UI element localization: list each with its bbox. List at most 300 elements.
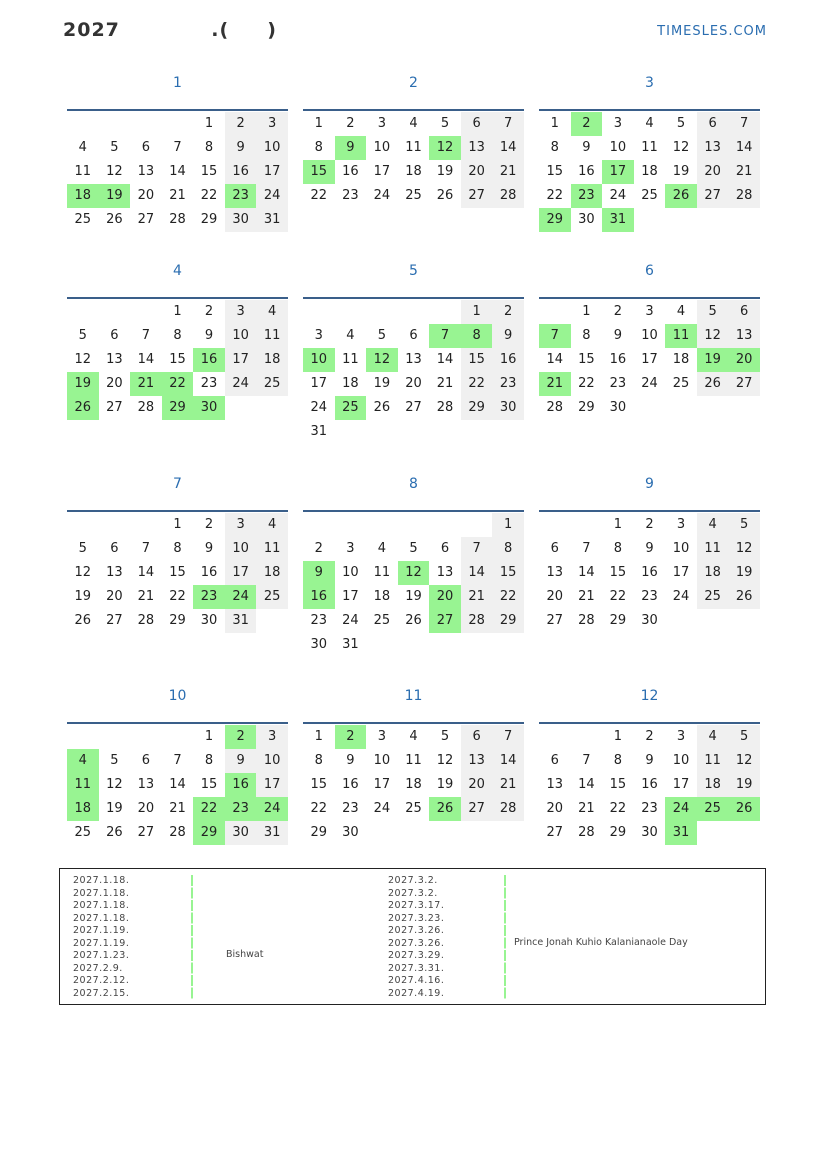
day-cell[interactable]: 11	[342, 352, 359, 367]
day-cell[interactable]: 13	[728, 324, 760, 348]
day-cell[interactable]: 3	[256, 725, 288, 749]
day-cell[interactable]: 17	[373, 164, 391, 179]
day-cell[interactable]: 8	[173, 328, 182, 343]
day-cell[interactable]: 12	[436, 753, 454, 768]
day-cell[interactable]: 15	[461, 348, 493, 372]
day-cell[interactable]: 23	[225, 797, 257, 821]
day-cell[interactable]: 11	[256, 324, 288, 348]
day-cell[interactable]: 16	[225, 160, 257, 184]
day-cell[interactable]: 25	[672, 376, 690, 391]
day-cell[interactable]: 14	[728, 136, 760, 160]
day-cell[interactable]: 15	[578, 352, 595, 367]
day-cell[interactable]: 18	[342, 376, 359, 391]
day-cell[interactable]: 30	[492, 396, 524, 420]
day-cell[interactable]: 6	[461, 725, 493, 749]
day-cell[interactable]: 9	[492, 324, 524, 348]
day-cell[interactable]: 19	[697, 348, 729, 372]
day-cell[interactable]: 17	[641, 352, 658, 367]
day-cell[interactable]: 6	[550, 753, 559, 768]
day-cell[interactable]: 8	[613, 753, 623, 768]
day-cell[interactable]: 21	[578, 801, 595, 816]
day-cell[interactable]: 25	[697, 797, 729, 821]
day-cell[interactable]: 17	[225, 561, 257, 585]
day-cell[interactable]: 1	[550, 116, 559, 131]
day-cell[interactable]: 27	[461, 184, 493, 208]
day-cell[interactable]: 22	[609, 589, 627, 604]
day-cell[interactable]: 27	[697, 184, 729, 208]
day-cell[interactable]: 4	[697, 513, 729, 537]
day-cell[interactable]: 25	[373, 613, 391, 628]
day-cell[interactable]: 5	[697, 300, 729, 324]
day-cell[interactable]: 28	[169, 825, 186, 840]
day-cell[interactable]: 25	[641, 188, 658, 203]
day-cell[interactable]: 5	[440, 729, 450, 744]
day-cell[interactable]: 8	[204, 753, 214, 768]
day-cell[interactable]: 11	[373, 565, 391, 580]
day-cell[interactable]: 2	[225, 725, 257, 749]
day-cell[interactable]: 9	[225, 749, 257, 773]
day-cell[interactable]: 30	[641, 825, 658, 840]
day-cell[interactable]: 20	[405, 376, 422, 391]
day-cell[interactable]: 3	[377, 729, 387, 744]
day-cell[interactable]: 24	[373, 188, 391, 203]
day-cell[interactable]: 20	[429, 585, 461, 609]
day-cell[interactable]: 11	[697, 749, 729, 773]
day-cell[interactable]: 23	[492, 372, 524, 396]
day-cell[interactable]: 3	[613, 116, 623, 131]
day-cell[interactable]: 18	[256, 561, 288, 585]
day-cell[interactable]: 20	[546, 589, 564, 604]
day-cell[interactable]: 17	[672, 565, 690, 580]
day-cell[interactable]: 25	[256, 372, 288, 396]
day-cell[interactable]: 27	[546, 825, 564, 840]
day-cell[interactable]: 13	[461, 136, 493, 160]
day-cell[interactable]: 2	[346, 116, 355, 131]
day-cell[interactable]: 8	[550, 140, 559, 155]
day-cell[interactable]: 2	[314, 541, 323, 556]
day-cell[interactable]: 8	[314, 753, 323, 768]
day-cell[interactable]: 27	[106, 400, 123, 415]
day-cell[interactable]: 7	[492, 112, 524, 136]
day-cell[interactable]: 3	[377, 116, 387, 131]
day-cell[interactable]: 18	[67, 184, 99, 208]
day-cell[interactable]: 24	[256, 797, 288, 821]
day-cell[interactable]: 18	[672, 352, 690, 367]
day-cell[interactable]: 27	[137, 825, 155, 840]
day-cell[interactable]: 6	[461, 112, 493, 136]
day-cell[interactable]: 1	[314, 729, 323, 744]
day-cell[interactable]: 5	[440, 116, 450, 131]
day-cell[interactable]: 6	[697, 112, 729, 136]
day-cell[interactable]: 28	[461, 609, 493, 633]
brand-logo-text[interactable]: TIMESLES.COM	[657, 24, 767, 39]
day-cell[interactable]: 7	[492, 725, 524, 749]
day-cell[interactable]: 24	[225, 585, 257, 609]
day-cell[interactable]: 20	[697, 160, 729, 184]
day-cell[interactable]: 22	[162, 372, 194, 396]
day-cell[interactable]: 12	[106, 164, 123, 179]
day-cell[interactable]: 26	[728, 585, 760, 609]
day-cell[interactable]: 26	[429, 797, 461, 821]
day-cell[interactable]: 17	[256, 773, 288, 797]
day-cell[interactable]: 21	[436, 376, 454, 391]
day-cell[interactable]: 30	[609, 400, 627, 415]
day-cell[interactable]: 25	[405, 188, 422, 203]
day-cell[interactable]: 21	[137, 589, 155, 604]
day-cell[interactable]: 27	[137, 212, 155, 227]
day-cell[interactable]: 31	[225, 609, 257, 633]
day-cell[interactable]: 14	[169, 777, 186, 792]
day-cell[interactable]: 19	[728, 561, 760, 585]
day-cell[interactable]: 19	[436, 164, 454, 179]
day-cell[interactable]: 15	[546, 164, 564, 179]
day-cell[interactable]: 16	[303, 585, 335, 609]
day-cell[interactable]: 6	[141, 140, 151, 155]
day-cell[interactable]: 9	[335, 136, 367, 160]
day-cell[interactable]: 23	[609, 376, 627, 391]
day-cell[interactable]: 21	[492, 160, 524, 184]
day-cell[interactable]: 28	[578, 613, 595, 628]
day-cell[interactable]: 11	[405, 753, 422, 768]
day-cell[interactable]: 16	[492, 348, 524, 372]
day-cell[interactable]: 25	[697, 585, 729, 609]
day-cell[interactable]: 30	[641, 613, 658, 628]
day-cell[interactable]: 9	[225, 136, 257, 160]
day-cell[interactable]: 10	[672, 753, 690, 768]
day-cell[interactable]: 17	[342, 589, 359, 604]
day-cell[interactable]: 10	[225, 537, 257, 561]
day-cell[interactable]: 15	[609, 777, 627, 792]
day-cell[interactable]: 31	[256, 208, 288, 232]
day-cell[interactable]: 11	[665, 324, 697, 348]
day-cell[interactable]: 30	[225, 821, 257, 845]
day-cell[interactable]: 24	[342, 613, 359, 628]
day-cell[interactable]: 28	[137, 613, 155, 628]
day-cell[interactable]: 29	[609, 825, 627, 840]
day-cell[interactable]: 8	[314, 140, 323, 155]
day-cell[interactable]: 24	[665, 797, 697, 821]
day-cell[interactable]: 10	[256, 136, 288, 160]
day-cell[interactable]: 24	[256, 184, 288, 208]
day-cell[interactable]: 18	[405, 164, 422, 179]
day-cell[interactable]: 6	[409, 328, 418, 343]
day-cell[interactable]: 7	[429, 324, 461, 348]
day-cell[interactable]: 1	[173, 517, 182, 532]
day-cell[interactable]: 27	[106, 613, 123, 628]
day-cell[interactable]: 4	[377, 541, 387, 556]
day-cell[interactable]: 29	[492, 609, 524, 633]
day-cell[interactable]: 28	[169, 212, 186, 227]
day-cell[interactable]: 26	[665, 184, 697, 208]
day-cell[interactable]: 1	[613, 517, 623, 532]
day-cell[interactable]: 10	[373, 140, 391, 155]
day-cell[interactable]: 26	[697, 372, 729, 396]
day-cell[interactable]: 1	[613, 729, 623, 744]
day-cell[interactable]: 23	[310, 613, 328, 628]
day-cell[interactable]: 4	[409, 729, 418, 744]
day-cell[interactable]: 3	[256, 112, 288, 136]
day-cell[interactable]: 17	[256, 160, 288, 184]
day-cell[interactable]: 5	[676, 116, 686, 131]
day-cell[interactable]: 21	[492, 773, 524, 797]
day-cell[interactable]: 17	[225, 348, 257, 372]
day-cell[interactable]: 10	[609, 140, 627, 155]
day-cell[interactable]: 8	[582, 328, 591, 343]
day-cell[interactable]: 14	[436, 352, 454, 367]
day-cell[interactable]: 16	[200, 565, 218, 580]
day-cell[interactable]: 31	[602, 208, 634, 232]
day-cell[interactable]: 6	[440, 541, 450, 556]
day-cell[interactable]: 21	[539, 372, 571, 396]
day-cell[interactable]: 31	[342, 637, 359, 652]
day-cell[interactable]: 3	[645, 304, 654, 319]
day-cell[interactable]: 2	[335, 725, 367, 749]
day-cell[interactable]: 28	[546, 400, 564, 415]
day-cell[interactable]: 21	[728, 160, 760, 184]
day-cell[interactable]: 26	[67, 396, 99, 420]
day-cell[interactable]: 7	[141, 328, 151, 343]
day-cell[interactable]: 4	[697, 725, 729, 749]
day-cell[interactable]: 12	[74, 565, 92, 580]
day-cell[interactable]: 20	[461, 160, 493, 184]
day-cell[interactable]: 3	[676, 729, 686, 744]
day-cell[interactable]: 18	[697, 773, 729, 797]
day-cell[interactable]: 22	[492, 585, 524, 609]
day-cell[interactable]: 8	[613, 541, 623, 556]
day-cell[interactable]: 2	[645, 517, 654, 532]
day-cell[interactable]: 29	[169, 613, 186, 628]
day-cell[interactable]: 28	[137, 400, 155, 415]
day-cell[interactable]: 5	[78, 328, 87, 343]
day-cell[interactable]: 12	[728, 537, 760, 561]
day-cell[interactable]: 1	[204, 729, 214, 744]
day-cell[interactable]: 1	[461, 300, 493, 324]
day-cell[interactable]: 19	[74, 589, 92, 604]
day-cell[interactable]: 14	[461, 561, 493, 585]
day-cell[interactable]: 23	[193, 585, 225, 609]
day-cell[interactable]: 8	[204, 140, 214, 155]
day-cell[interactable]: 20	[137, 801, 155, 816]
day-cell[interactable]: 27	[728, 372, 760, 396]
day-cell[interactable]: 18	[405, 777, 422, 792]
day-cell[interactable]: 1	[492, 513, 524, 537]
day-cell[interactable]: 11	[256, 537, 288, 561]
day-cell[interactable]: 11	[405, 140, 422, 155]
day-cell[interactable]: 3	[225, 513, 257, 537]
day-cell[interactable]: 18	[697, 561, 729, 585]
day-cell[interactable]: 24	[672, 589, 690, 604]
day-cell[interactable]: 23	[342, 801, 359, 816]
day-cell[interactable]: 9	[204, 328, 214, 343]
day-cell[interactable]: 4	[409, 116, 418, 131]
day-cell[interactable]: 14	[578, 777, 595, 792]
day-cell[interactable]: 20	[137, 188, 155, 203]
day-cell[interactable]: 27	[405, 400, 422, 415]
day-cell[interactable]: 27	[429, 609, 461, 633]
day-cell[interactable]: 15	[609, 565, 627, 580]
day-cell[interactable]: 13	[546, 565, 564, 580]
day-cell[interactable]: 16	[193, 348, 225, 372]
day-cell[interactable]: 4	[676, 304, 686, 319]
day-cell[interactable]: 26	[106, 212, 123, 227]
day-cell[interactable]: 28	[436, 400, 454, 415]
day-cell[interactable]: 12	[672, 140, 690, 155]
day-cell[interactable]: 12	[398, 561, 430, 585]
day-cell[interactable]: 30	[578, 212, 595, 227]
day-cell[interactable]: 12	[697, 324, 729, 348]
day-cell[interactable]: 15	[303, 160, 335, 184]
day-cell[interactable]: 8	[461, 324, 493, 348]
day-cell[interactable]: 9	[645, 541, 654, 556]
day-cell[interactable]: 13	[106, 352, 123, 367]
day-cell[interactable]: 6	[728, 300, 760, 324]
day-cell[interactable]: 19	[67, 372, 99, 396]
day-cell[interactable]: 9	[582, 140, 591, 155]
day-cell[interactable]: 22	[193, 797, 225, 821]
day-cell[interactable]: 15	[200, 777, 218, 792]
day-cell[interactable]: 26	[405, 613, 422, 628]
day-cell[interactable]: 10	[373, 753, 391, 768]
day-cell[interactable]: 25	[74, 212, 92, 227]
day-cell[interactable]: 5	[728, 513, 760, 537]
day-cell[interactable]: 13	[461, 749, 493, 773]
day-cell[interactable]: 24	[310, 400, 328, 415]
day-cell[interactable]: 8	[173, 541, 182, 556]
day-cell[interactable]: 29	[310, 825, 328, 840]
day-cell[interactable]: 9	[613, 328, 623, 343]
day-cell[interactable]: 25	[335, 396, 367, 420]
day-cell[interactable]: 10	[225, 324, 257, 348]
day-cell[interactable]: 9	[645, 753, 654, 768]
day-cell[interactable]: 14	[578, 565, 595, 580]
day-cell[interactable]: 19	[99, 184, 131, 208]
day-cell[interactable]: 4	[346, 328, 355, 343]
day-cell[interactable]: 21	[578, 589, 595, 604]
day-cell[interactable]: 20	[461, 773, 493, 797]
day-cell[interactable]: 7	[173, 140, 182, 155]
day-cell[interactable]: 7	[582, 541, 591, 556]
day-cell[interactable]: 7	[582, 753, 591, 768]
day-cell[interactable]: 20	[728, 348, 760, 372]
day-cell[interactable]: 14	[137, 352, 155, 367]
day-cell[interactable]: 29	[539, 208, 571, 232]
day-cell[interactable]: 15	[492, 561, 524, 585]
day-cell[interactable]: 5	[728, 725, 760, 749]
day-cell[interactable]: 13	[546, 777, 564, 792]
day-cell[interactable]: 30	[193, 396, 225, 420]
day-cell[interactable]: 18	[641, 164, 658, 179]
day-cell[interactable]: 4	[67, 749, 99, 773]
day-cell[interactable]: 29	[609, 613, 627, 628]
day-cell[interactable]: 8	[492, 537, 524, 561]
day-cell[interactable]: 11	[697, 537, 729, 561]
day-cell[interactable]: 23	[571, 184, 603, 208]
day-cell[interactable]: 16	[342, 777, 359, 792]
day-cell[interactable]: 13	[405, 352, 422, 367]
day-cell[interactable]: 16	[641, 777, 658, 792]
day-cell[interactable]: 23	[641, 801, 658, 816]
day-cell[interactable]: 10	[342, 565, 359, 580]
day-cell[interactable]: 3	[314, 328, 323, 343]
day-cell[interactable]: 22	[546, 188, 564, 203]
day-cell[interactable]: 10	[303, 348, 335, 372]
day-cell[interactable]: 29	[193, 821, 225, 845]
day-cell[interactable]: 5	[377, 328, 387, 343]
day-cell[interactable]: 3	[676, 517, 686, 532]
day-cell[interactable]: 22	[609, 801, 627, 816]
day-cell[interactable]: 24	[609, 188, 627, 203]
day-cell[interactable]: 1	[204, 116, 214, 131]
day-cell[interactable]: 10	[256, 749, 288, 773]
day-cell[interactable]: 25	[74, 825, 92, 840]
day-cell[interactable]: 2	[225, 112, 257, 136]
day-cell[interactable]: 7	[728, 112, 760, 136]
day-cell[interactable]: 12	[429, 136, 461, 160]
day-cell[interactable]: 19	[106, 801, 123, 816]
day-cell[interactable]: 4	[645, 116, 654, 131]
day-cell[interactable]: 30	[200, 613, 218, 628]
day-cell[interactable]: 13	[137, 777, 155, 792]
day-cell[interactable]: 13	[137, 164, 155, 179]
day-cell[interactable]: 19	[728, 773, 760, 797]
day-cell[interactable]: 14	[137, 565, 155, 580]
day-cell[interactable]: 9	[204, 541, 214, 556]
day-cell[interactable]: 21	[130, 372, 162, 396]
day-cell[interactable]: 16	[342, 164, 359, 179]
day-cell[interactable]: 30	[342, 825, 359, 840]
day-cell[interactable]: 7	[461, 537, 493, 561]
day-cell[interactable]: 25	[405, 801, 422, 816]
day-cell[interactable]: 23	[225, 184, 257, 208]
day-cell[interactable]: 29	[578, 400, 595, 415]
day-cell[interactable]: 6	[141, 753, 151, 768]
day-cell[interactable]: 17	[602, 160, 634, 184]
day-cell[interactable]: 24	[641, 376, 658, 391]
day-cell[interactable]: 22	[310, 801, 328, 816]
day-cell[interactable]: 7	[141, 541, 151, 556]
day-cell[interactable]: 11	[641, 140, 658, 155]
day-cell[interactable]: 2	[571, 112, 603, 136]
day-cell[interactable]: 4	[256, 513, 288, 537]
day-cell[interactable]: 21	[461, 585, 493, 609]
day-cell[interactable]: 1	[314, 116, 323, 131]
day-cell[interactable]: 26	[436, 188, 454, 203]
day-cell[interactable]: 5	[409, 541, 418, 556]
day-cell[interactable]: 12	[74, 352, 92, 367]
day-cell[interactable]: 27	[546, 613, 564, 628]
day-cell[interactable]: 28	[578, 825, 595, 840]
day-cell[interactable]: 7	[173, 753, 182, 768]
day-cell[interactable]: 4	[78, 140, 87, 155]
day-cell[interactable]: 16	[641, 565, 658, 580]
day-cell[interactable]: 19	[405, 589, 422, 604]
day-cell[interactable]: 2	[492, 300, 524, 324]
day-cell[interactable]: 3	[346, 541, 355, 556]
day-cell[interactable]: 21	[169, 188, 186, 203]
day-cell[interactable]: 24	[225, 372, 257, 396]
day-cell[interactable]: 4	[256, 300, 288, 324]
day-cell[interactable]: 18	[373, 589, 391, 604]
day-cell[interactable]: 20	[106, 376, 123, 391]
day-cell[interactable]: 24	[373, 801, 391, 816]
day-cell[interactable]: 13	[436, 565, 454, 580]
day-cell[interactable]: 11	[67, 773, 99, 797]
day-cell[interactable]: 1	[582, 304, 591, 319]
day-cell[interactable]: 22	[578, 376, 595, 391]
day-cell[interactable]: 30	[225, 208, 257, 232]
day-cell[interactable]: 23	[342, 188, 359, 203]
day-cell[interactable]: 17	[373, 777, 391, 792]
